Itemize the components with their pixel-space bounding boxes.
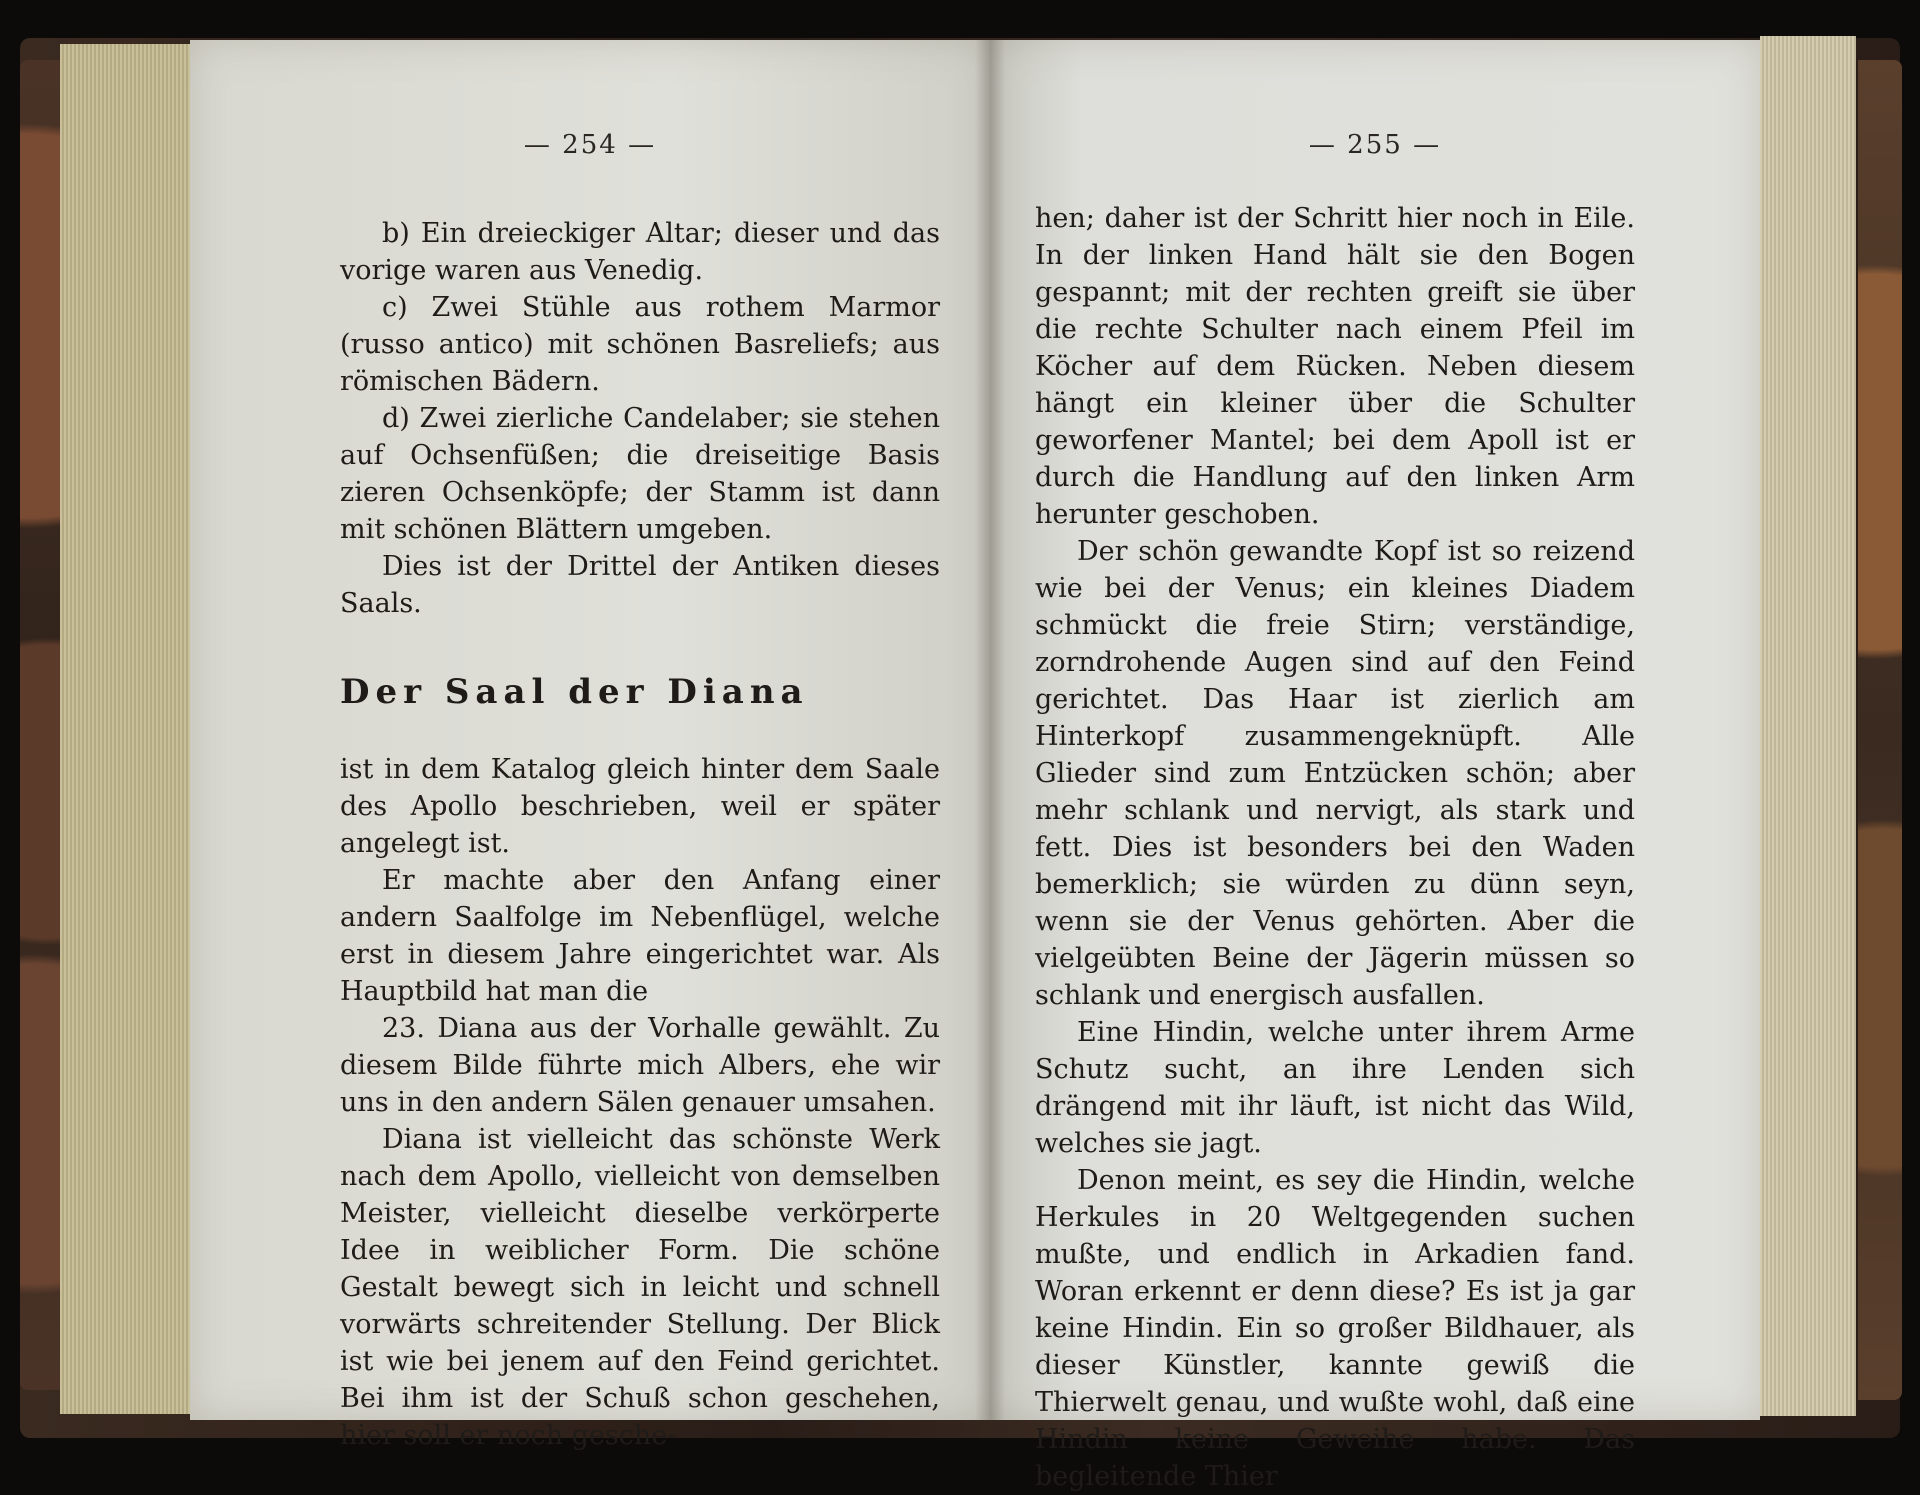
right-page — [990, 40, 1760, 1492]
page-number: — 255 — — [1308, 130, 1442, 160]
left-text-block — [340, 215, 940, 1454]
section-heading: Der Saal der Diana — [340, 672, 809, 712]
book-gutter — [975, 40, 1005, 1420]
paragraph: Er machte aber den Anfang einer andern Saalfolge im Nebenflügel, welche erst in diesem Jahre eingerichtet war. Als Hauptbild hat man die — [340, 865, 940, 1007]
paragraph: hen; daher ist der Schritt hier noch in Eile. In der linken Hand hält sie den Bogen gespannt; mit der rechten greift sie über die rechte Schulter nach einem Pfeil im Köcher auf dem Rücken. Neben diesem hängt ein kleiner über die Schulter geworfener Mantel; bei dem Apoll ist er durch die Handlung auf den linken Arm herunter geschoben. — [1035, 203, 1635, 530]
right-text-block — [1035, 200, 1635, 1495]
paragraph: ist in dem Katalog gleich hinter dem Saale des Apollo beschrieben, weil er später angelegt ist. — [340, 754, 940, 859]
paragraph: b) Ein dreieckiger Altar; dieser und das vorige waren aus Venedig. — [340, 218, 940, 286]
paragraph: Eine Hindin, welche unter ihrem Arme Schutz sucht, an ihre Lenden sich drängend mit ihr läuft, ist nicht das Wild, welches sie jagt. — [1035, 1017, 1635, 1159]
paragraph: Dies ist der Drittel der Antiken dieses Saals. — [340, 551, 940, 619]
paragraph: d) Zwei zierliche Candelaber; sie stehen auf Ochsenfüßen; die dreiseitige Basis zieren Ochsenköpfe; der Stamm ist dann mit schönen Blättern umgeben. — [340, 403, 940, 545]
page-number-value: 254 — [562, 130, 618, 160]
page-block-edge-right — [1760, 36, 1856, 1416]
paragraph: 23. Diana aus der Vorhalle gewählt. Zu diesem Bilde führte mich Albers, ehe wir uns in den andern Sälen genauer umsahen. — [340, 1013, 940, 1118]
paragraph: Der schön gewandte Kopf ist so reizend wie bei der Venus; ein kleines Diadem schmückt die freie Stirn; verständige, zorndrohende Augen sind auf den Feind gerichtet. Das Haar ist zierlich am Hinterkopf zusammengeknüpft. Alle Glieder sind zum Entzücken schön; aber mehr schlank und nervigt, als stark und fett. Dies ist besonders bei den Waden bemerklich; sie würden zu dünn seyn, wenn sie der Venus gehörten. Aber die vielgeübten Beine der Jägerin müssen so schlank und energisch ausfallen. — [1035, 536, 1635, 1011]
left-page — [190, 40, 990, 1451]
paragraph: Denon meint, es sey die Hindin, welche Herkules in 20 Weltgegenden suchen mußte, und endlich in Arkadien fand. Woran erkennt er denn diese? Es ist ja gar keine Hindin. Ein so großer Bildhauer, als dieser Künstler, kannte gewiß die Thierwelt genau, und wußte wohl, daß eine Hindin keine Geweihe habe. Das begleitende Thier — [1035, 1165, 1635, 1492]
page-block-edge-left — [60, 44, 190, 1414]
paragraph: c) Zwei Stühle aus rothem Marmor (russo antico) mit schönen Basreliefs; aus römischen Bädern. — [340, 292, 940, 397]
page-number-value: 255 — [1347, 130, 1403, 160]
paragraph: Diana ist vielleicht das schönste Werk nach dem Apollo, vielleicht von demselben Meister, vielleicht dieselbe verkörperte Idee in weiblicher Form. Die schöne Gestalt bewegt sich in leicht und schnell vorwärts schreitender Stellung. Der Blick ist wie bei jenem auf den Feind gerichtet. Bei ihm ist der Schuß schon geschehen, hier soll er noch gesche- — [340, 1124, 940, 1451]
page-number: — 254 — — [523, 130, 657, 160]
cover-marbled-edge-right — [1858, 60, 1902, 1400]
